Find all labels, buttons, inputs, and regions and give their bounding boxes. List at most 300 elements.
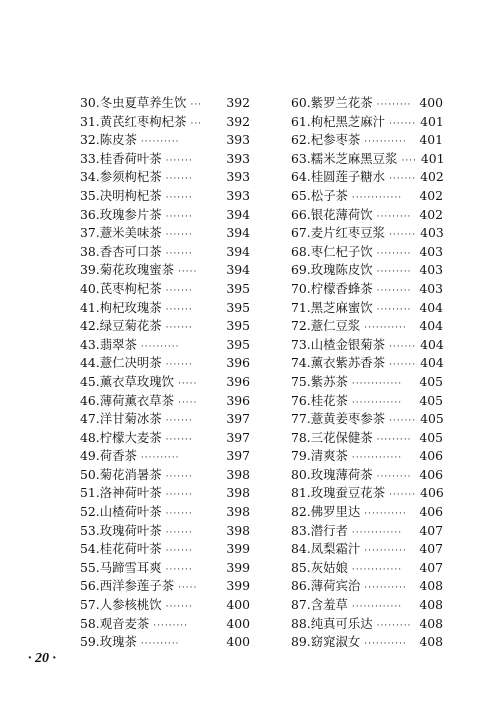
toc-entry-num: 69.: [291, 262, 311, 278]
toc-entry-title: 薄荷薰衣草茶: [99, 392, 175, 408]
toc-entry: [291, 615, 443, 634]
toc-entry-title: 决明枸杞茶: [99, 187, 162, 203]
toc-entry: [80, 113, 250, 132]
toc-entry-num: 35.: [80, 187, 100, 203]
toc-entry: [80, 503, 250, 522]
toc-entry-title: 玫瑰陈皮饮: [310, 262, 373, 278]
toc-entry: [291, 317, 443, 336]
toc-entry-page: 400: [419, 95, 443, 110]
toc-entry-dots: ·······: [389, 118, 417, 129]
toc-entry: [80, 243, 250, 262]
toc-entry-page: 399: [226, 559, 250, 575]
toc-entry: [291, 429, 443, 448]
toc-entry-page: 400: [226, 615, 250, 631]
toc-entry: [80, 336, 250, 355]
toc-entry-num: 58.: [80, 615, 100, 631]
toc-entry-page: 393: [226, 132, 250, 148]
toc-entry-dots: ···········: [364, 509, 407, 520]
toc-entry-dots: ·······: [165, 192, 193, 203]
toc-entry-page: 397: [226, 411, 250, 427]
toc-entry-title: 菊花玫瑰蜜茶: [99, 262, 175, 278]
toc-entry: [291, 94, 443, 113]
toc-entry-title: 麦片红枣豆浆: [310, 225, 386, 241]
toc-entry-title: 山楂金银菊茶: [310, 336, 386, 352]
toc-entry-num: 57.: [80, 597, 100, 613]
toc-entry-title: 薰衣草玫瑰饮: [99, 373, 175, 389]
toc-entry-page: 392: [226, 113, 250, 129]
toc-entry-dots: ··········: [140, 341, 180, 352]
toc-entry: [291, 168, 443, 187]
toc-entry-page: 405: [420, 411, 444, 427]
toc-entry-title: 窈窕淑女: [310, 634, 361, 650]
toc-entry-dots: ···········: [364, 546, 407, 557]
toc-entry: [291, 392, 443, 411]
toc-entry-dots: ·······: [165, 285, 193, 296]
toc-entry-num: 89.: [291, 634, 311, 650]
toc-entry-page: 398: [226, 522, 250, 538]
toc-entry-dots: ·······: [165, 471, 193, 482]
toc-entry-title: 桂花荷叶茶: [99, 541, 162, 557]
toc-entry-dots: ·······: [389, 490, 417, 501]
toc-entry-page: 406: [419, 504, 443, 520]
toc-entry: [80, 131, 250, 150]
toc-entry: [291, 466, 443, 485]
toc-entry-num: 88.: [291, 615, 311, 631]
toc-entry-dots: ·······: [165, 248, 193, 259]
toc-entry-dots: ·······: [165, 230, 193, 241]
toc-entry-dots: ·············: [351, 378, 403, 389]
toc-entry-title: 潜行者: [310, 522, 348, 538]
toc-entry-page: 392: [226, 95, 250, 110]
toc-entry-dots: ···: [190, 118, 203, 129]
toc-entry-dots: ·······: [165, 323, 193, 334]
toc-entry-title: 纯真可乐达: [310, 615, 373, 631]
toc-entry: [291, 224, 443, 243]
toc-entry-title: 菊花消暑茶: [99, 466, 162, 482]
toc-entry-title: 佛罗里达: [310, 504, 361, 520]
toc-entry-dots: ·········: [376, 620, 412, 631]
toc-entry: [291, 447, 443, 466]
toc-entry-title: 薏黄姜枣参茶: [310, 411, 386, 427]
toc-entry-num: 48.: [80, 429, 100, 445]
toc-entry-title: 紫罗兰花茶: [310, 95, 373, 110]
toc-entry-page: 398: [226, 466, 250, 482]
toc-entry-page: 395: [226, 336, 250, 352]
toc-entry-dots: ·······: [165, 416, 193, 427]
toc-entry: [291, 484, 443, 503]
toc-entry-dots: ·······: [165, 434, 193, 445]
toc-right-column: [291, 94, 443, 652]
toc-entry-page: 394: [226, 243, 250, 259]
toc-entry: [80, 280, 250, 299]
toc-entry-page: 404: [419, 318, 443, 334]
toc-entry-num: 80.: [291, 466, 311, 482]
toc-entry-title: 玫瑰参片茶: [99, 206, 162, 222]
toc-entry-title: 玫瑰蚕豆花茶: [310, 485, 386, 501]
toc-entry-page: 405: [419, 392, 443, 408]
toc-entry-title: 桂花茶: [310, 392, 348, 408]
toc-entry-page: 407: [419, 522, 443, 538]
toc-entry: [80, 150, 250, 169]
toc-entry-page: 396: [226, 392, 250, 408]
toc-entry-num: 41.: [80, 299, 100, 315]
toc-entry-title: 柠檬香蜂茶: [310, 280, 373, 296]
toc-entry-dots: ·······: [165, 155, 193, 166]
toc-entry-page: 406: [419, 448, 443, 464]
toc-entry-page: 408: [419, 578, 443, 594]
toc-entry-title: 洛神荷叶茶: [99, 485, 162, 501]
toc-entry-page: 395: [226, 299, 250, 315]
toc-entry-title: 三花保健茶: [310, 429, 373, 445]
toc-entry-page: 404: [420, 336, 444, 352]
toc-entry-num: 75.: [291, 373, 311, 389]
toc-entry: [291, 354, 443, 373]
toc-entry-title: 清爽茶: [310, 448, 348, 464]
toc-entry: [291, 261, 443, 280]
toc-entry-num: 59.: [80, 634, 100, 650]
toc-entry-dots: ·······: [165, 509, 193, 520]
toc-entry-dots: ·········: [376, 304, 412, 315]
toc-entry-num: 34.: [80, 169, 100, 185]
toc-entry: [80, 410, 250, 429]
toc-entry-dots: ····: [401, 155, 417, 166]
toc-entry: [291, 577, 443, 596]
toc-entry-num: 39.: [80, 262, 100, 278]
toc-entry-dots: ·······: [389, 230, 417, 241]
toc-entry-title: 陈皮茶: [99, 132, 137, 148]
toc-entry: [291, 633, 443, 652]
toc-entry: [291, 280, 443, 299]
toc-entry-dots: ·····: [178, 583, 198, 594]
toc-entry-page: 408: [419, 634, 443, 650]
toc-entry-page: 402: [420, 169, 444, 185]
toc-entry-page: 394: [226, 262, 250, 278]
toc-entry-num: 45.: [80, 373, 100, 389]
toc-entry: [80, 206, 250, 225]
toc-entry-page: 393: [226, 150, 250, 166]
toc-entry-num: 79.: [291, 448, 311, 464]
toc-entry-num: 51.: [80, 485, 100, 501]
toc-entry: [291, 336, 443, 355]
toc-entry: [80, 392, 250, 411]
toc-entry: [291, 373, 443, 392]
toc-entry-title: 洋甘菊冰茶: [99, 411, 162, 427]
toc-entry-page: 408: [419, 597, 443, 613]
toc-entry-dots: ·········: [153, 620, 189, 631]
toc-entry-dots: ·······: [165, 211, 193, 222]
toc-entry-num: 82.: [291, 504, 311, 520]
toc-entry-num: 84.: [291, 541, 311, 557]
toc-entry: [80, 354, 250, 373]
toc-entry: [80, 429, 250, 448]
toc-entry-num: 86.: [291, 578, 311, 594]
toc-entry-title: 银花薄荷饮: [310, 206, 373, 222]
toc-entry-page: 405: [419, 373, 443, 389]
toc-entry-title: 松子茶: [310, 187, 348, 203]
toc-entry-title: 荷香茶: [99, 448, 137, 464]
toc-entry: [80, 577, 250, 596]
toc-entry: [291, 410, 443, 429]
toc-entry-title: 紫苏茶: [310, 373, 348, 389]
toc-entry-dots: ·······: [389, 174, 417, 185]
toc-entry-page: 399: [226, 578, 250, 594]
toc-entry: [80, 224, 250, 243]
toc-entry-dots: ·······: [389, 341, 417, 352]
toc-entry: [80, 615, 250, 634]
toc-entry-title: 参须枸杞茶: [99, 169, 162, 185]
toc-entry: [291, 299, 443, 318]
toc-entry-title: 薏米美味茶: [99, 225, 162, 241]
toc-entry-page: 407: [419, 559, 443, 575]
toc-entry: [80, 373, 250, 392]
toc-entry-dots: ···········: [364, 323, 407, 334]
toc-entry: [80, 168, 250, 187]
toc-entry-title: 翡翠茶: [99, 336, 137, 352]
toc-entry-num: 56.: [80, 578, 100, 594]
toc-entry: [80, 522, 250, 541]
toc-entry-num: 78.: [291, 429, 311, 445]
toc-entry-num: 33.: [80, 150, 100, 166]
toc-entry-num: 77.: [291, 411, 311, 427]
toc-entry-dots: ·······: [165, 602, 193, 613]
toc-entry-num: 65.: [291, 187, 311, 203]
toc-entry-num: 40.: [80, 280, 100, 296]
toc-entry-num: 72.: [291, 318, 311, 334]
toc-entry-num: 67.: [291, 225, 311, 241]
toc-entry-dots: ·········: [376, 471, 412, 482]
toc-entry-num: 73.: [291, 336, 311, 352]
toc-entry: [291, 596, 443, 615]
toc-entry-num: 64.: [291, 169, 311, 185]
toc-entry-page: 402: [419, 206, 443, 222]
toc-entry-num: 68.: [291, 243, 311, 259]
toc-entry-title: 杞参枣茶: [310, 132, 361, 148]
toc-entry-num: 36.: [80, 206, 100, 222]
toc-entry-title: 桂圆莲子糖水: [310, 169, 386, 185]
toc-entry-title: 凤梨霜汁: [310, 541, 361, 557]
toc-entry-title: 薏仁豆浆: [310, 318, 361, 334]
toc-entry-page: 393: [226, 187, 250, 203]
toc-entry-dots: ··········: [140, 137, 180, 148]
toc-entry-page: 395: [226, 318, 250, 334]
toc-entry-num: 42.: [80, 318, 100, 334]
toc-entry-page: 400: [226, 634, 250, 650]
toc-entry: [291, 540, 443, 559]
toc-entry-num: 44.: [80, 355, 100, 371]
toc-entry-title: 薏仁决明茶: [99, 355, 162, 371]
toc-entry: [80, 299, 250, 318]
toc-entry: [291, 187, 443, 206]
toc-entry-page: 395: [226, 280, 250, 296]
toc-entry-num: 52.: [80, 504, 100, 520]
toc-entry-page: 401: [419, 132, 443, 148]
toc-entry-page: 407: [419, 541, 443, 557]
toc-entry-dots: ·······: [389, 360, 417, 371]
toc-entry-dots: ·········: [376, 211, 412, 222]
toc-entry: [80, 187, 250, 206]
toc-entry-num: 47.: [80, 411, 100, 427]
toc-entry-page: 406: [419, 466, 443, 482]
toc-entry-num: 60.: [291, 95, 311, 110]
toc-entry-dots: ·············: [351, 527, 403, 538]
toc-entry-dots: ·······: [165, 546, 193, 557]
toc-entry-num: 50.: [80, 466, 100, 482]
toc-entry-page: 394: [226, 206, 250, 222]
toc-entry-num: 81.: [291, 485, 311, 501]
toc-entry-num: 63.: [291, 150, 311, 166]
toc-entry-num: 55.: [80, 559, 100, 575]
toc-entry-title: 灰姑娘: [310, 559, 348, 575]
toc-entry-num: 87.: [291, 597, 311, 613]
toc-entry-page: 404: [419, 299, 443, 315]
toc-entry-dots: ·············: [351, 192, 403, 203]
toc-entry-dots: ··········: [140, 453, 180, 464]
toc-entry-title: 绿豆菊花茶: [99, 318, 162, 334]
toc-entry-dots: ···········: [364, 583, 407, 594]
toc-entry-title: 玫瑰薄荷茶: [310, 466, 373, 482]
toc-entry: [80, 261, 250, 280]
toc-entry-title: 山楂荷叶茶: [99, 504, 162, 520]
toc-entry-title: 薰衣紫苏香茶: [310, 355, 386, 371]
toc-entry: [80, 633, 250, 652]
toc-entry-page: 401: [420, 150, 445, 166]
toc-entry: [80, 484, 250, 503]
toc-entry-dots: ·······: [165, 564, 193, 575]
toc-entry-num: 49.: [80, 448, 100, 464]
toc-entry: [80, 317, 250, 336]
toc-entry-page: 406: [420, 485, 444, 501]
toc-entry-title: 含羞草: [310, 597, 348, 613]
toc-entry-dots: ·············: [351, 602, 403, 613]
toc-entry-dots: ···: [190, 100, 203, 110]
toc-entry-dots: ·········: [376, 267, 412, 278]
toc-entry-page: 396: [226, 355, 250, 371]
toc-entry-num: 54.: [80, 541, 100, 557]
toc-entry-num: 66.: [291, 206, 311, 222]
toc-entry-title: 桂香荷叶茶: [99, 150, 162, 166]
toc-entry-page: 402: [419, 187, 443, 203]
toc-entry-page: 397: [226, 429, 250, 445]
toc-entry-title: 黄芪红枣枸杞茶: [99, 113, 187, 129]
toc-entry-num: 46.: [80, 392, 100, 408]
toc-entry-page: 401: [420, 113, 444, 129]
toc-entry-num: 37.: [80, 225, 100, 241]
toc-entry-num: 38.: [80, 243, 100, 259]
toc-entry-num: 53.: [80, 522, 100, 538]
toc-entry-num: 70.: [291, 280, 311, 296]
toc-entry-page: 403: [419, 243, 443, 259]
toc-entry-dots: ·······: [165, 304, 193, 315]
toc-entry-title: 枣仁杞子饮: [310, 243, 373, 259]
toc-entry-title: 人参核桃饮: [99, 597, 162, 613]
toc-entry: [291, 243, 443, 262]
toc-entry: [80, 94, 250, 113]
toc-entry-dots: ·············: [351, 453, 403, 464]
toc-entry-page: 403: [419, 262, 443, 278]
toc-entry-title: 枸杞玫瑰茶: [99, 299, 162, 315]
toc-entry: [291, 559, 443, 578]
toc-entry-title: 玫瑰荷叶茶: [99, 522, 162, 538]
toc-entry-dots: ···········: [364, 639, 407, 650]
toc-entry: [80, 596, 250, 615]
toc-entry-page: 399: [226, 541, 250, 557]
toc-entry-title: 枸杞黑芝麻汁: [310, 113, 386, 129]
toc-entry: [291, 503, 443, 522]
toc-entry: [80, 447, 250, 466]
toc-entry-title: 西洋参莲子茶: [99, 578, 175, 594]
toc-entry-num: 62.: [291, 132, 311, 148]
toc-entry-page: 398: [226, 485, 250, 501]
toc-entry-title: 冬虫夏草养生饮: [99, 95, 187, 110]
toc-entry-num: 83.: [291, 522, 311, 538]
toc-entry-dots: ···········: [364, 137, 407, 148]
toc-entry-num: 76.: [291, 392, 311, 408]
toc-entry-dots: ·········: [376, 100, 412, 110]
toc-entry-page: 403: [419, 280, 443, 296]
toc-entry-dots: ·······: [165, 360, 193, 371]
toc-entry: [80, 559, 250, 578]
toc-entry-page: 396: [226, 373, 250, 389]
toc-entry-page: 397: [226, 448, 250, 464]
toc-entry-title: 观音麦茶: [99, 615, 150, 631]
toc-entry-page: 394: [226, 225, 250, 241]
toc-entry-page: 405: [419, 429, 443, 445]
toc-left-column: [80, 94, 250, 652]
toc-entry-dots: ·············: [351, 564, 403, 575]
toc-entry-dots: ·······: [389, 416, 417, 427]
toc-entry: [291, 113, 443, 132]
toc-entry: [291, 131, 443, 150]
toc-entry-page: 398: [226, 504, 250, 520]
toc-entry-num: 31.: [80, 113, 100, 129]
toc-entry: [80, 540, 250, 559]
toc-entry-page: 400: [226, 597, 250, 613]
toc-entry-num: 74.: [291, 355, 311, 371]
toc-entry-page: 408: [419, 615, 443, 631]
toc-entry-title: 薄荷宾治: [310, 578, 361, 594]
toc-entry-title: 香杏可口茶: [99, 243, 162, 259]
toc-entry-title: 黑芝麻蜜饮: [310, 299, 373, 315]
toc-entry: [291, 206, 443, 225]
toc-entry-page: 404: [420, 355, 444, 371]
toc-entry-title: 马蹄雪耳爽: [99, 559, 162, 575]
toc-entry-page: 393: [226, 169, 250, 185]
toc-entry-num: 43.: [80, 336, 100, 352]
toc-entry-dots: ·····: [178, 397, 198, 408]
toc-entry: [291, 150, 443, 169]
toc-entry-dots: ·········: [376, 248, 412, 259]
toc-entry-num: 85.: [291, 559, 311, 575]
toc-entry-dots: ·····: [178, 378, 198, 389]
toc-entry-dots: ·······: [165, 174, 193, 185]
toc-entry: [291, 522, 443, 541]
toc-entry-page: 403: [420, 225, 444, 241]
toc-entry-dots: ·········: [376, 285, 412, 296]
toc-entry-title: 玫瑰茶: [99, 634, 137, 650]
toc-entry-num: 30.: [80, 95, 100, 110]
page-number: · 20 ·: [28, 651, 56, 666]
toc-entry-dots: ·····: [178, 267, 198, 278]
toc-entry-title: 糯米芝麻黑豆浆: [310, 150, 398, 166]
toc-entry-dots: ·········: [376, 434, 412, 445]
toc-entry-dots: ·······: [165, 527, 193, 538]
toc-entry-dots: ·············: [351, 397, 403, 408]
toc-entry-title: 柠檬大麦茶: [99, 429, 162, 445]
toc-entry-title: 芪枣枸杞茶: [99, 280, 162, 296]
toc-entry-num: 32.: [80, 132, 100, 148]
toc-entry-dots: ··········: [140, 639, 180, 650]
toc-entry-num: 61.: [291, 113, 311, 129]
